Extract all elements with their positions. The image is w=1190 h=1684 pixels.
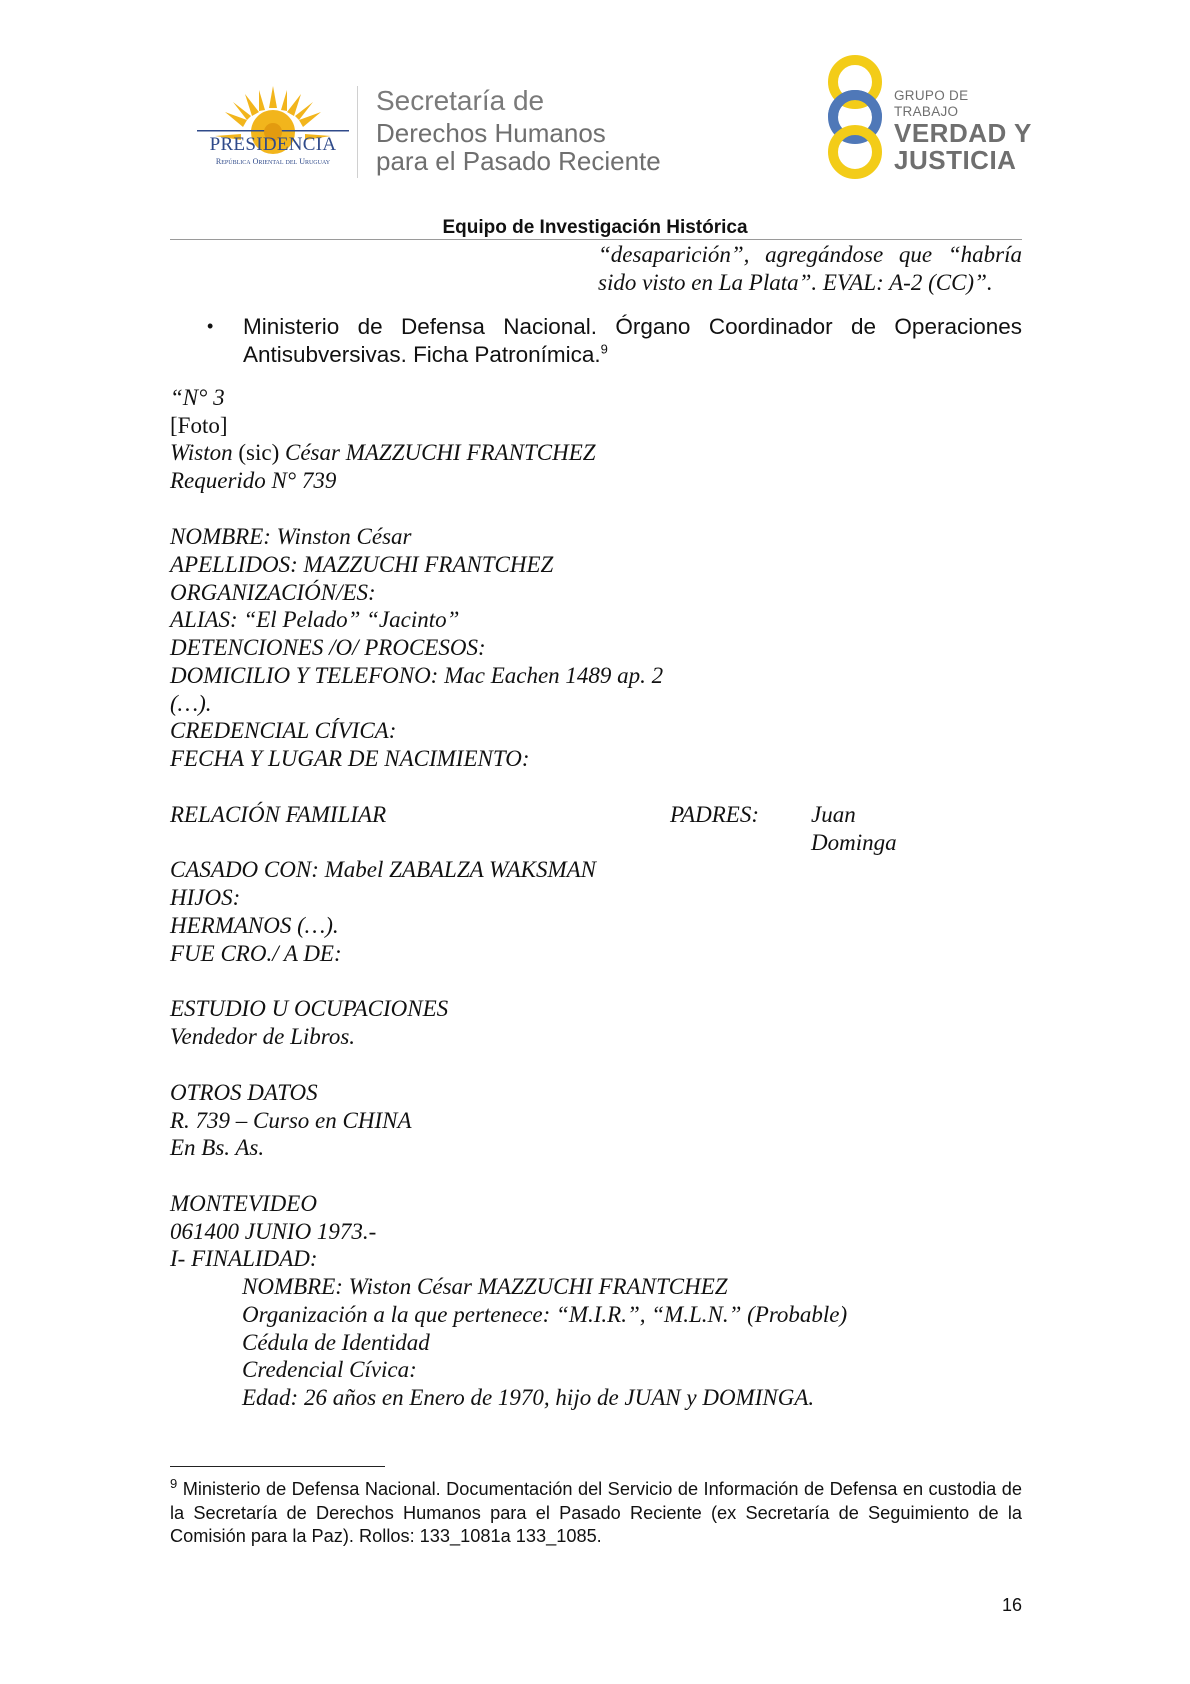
secretaria-logo-text (350, 86, 690, 181)
section-estudio: ESTUDIO U OCUPACIONES (170, 996, 449, 1021)
field-hermanos: HERMANOS (…). (170, 913, 339, 938)
presidencia-logo-text: PRESIDENCIA (209, 134, 337, 155)
field-apellidos: APELLIDOS: MAZZUCHI FRANTCHEZ (170, 552, 554, 577)
finalidad-organizacion: Organización a la que pertenece: “M.I.R.”, “M.L.N.” (Probable) (242, 1302, 848, 1327)
footnote-ref-9[interactable]: 9 (600, 341, 608, 357)
footnote-number: 9 (170, 1475, 178, 1491)
field-credencial: CREDENCIAL CÍVICA: (170, 718, 397, 743)
gtvj-line2: VERDAD Y (894, 118, 1032, 148)
section-otros-datos: OTROS DATOS (170, 1080, 318, 1105)
bullet-text (243, 313, 1022, 369)
bullet-marker: • (207, 316, 214, 336)
finalidad-credencial: Credencial Cívica: (242, 1357, 417, 1382)
section-finalidad: I- FINALIDAD: (170, 1246, 318, 1271)
presidencia-logo (193, 82, 353, 177)
sic-mark: (sic) (238, 440, 280, 465)
field-nacimiento: FECHA Y LUGAR DE NACIMIENTO: (170, 746, 530, 771)
header-rule (170, 239, 1022, 240)
estudio-value: Vendedor de Libros. (170, 1024, 356, 1049)
record-requerido: Requerido N° 739 (170, 468, 337, 493)
report-date: 061400 JUNIO 1973.- (170, 1219, 377, 1244)
presidencia-logo-subtext: República Oriental del Uruguay (215, 157, 331, 166)
secretaria-line3: para el Pasado Reciente (376, 146, 661, 176)
team-title: Equipo de Investigación Histórica (442, 217, 748, 238)
field-casado-con: CASADO CON: Mabel ZABALZA WAKSMAN (170, 857, 597, 882)
quote-line-2: sido visto en La Plata”. EVAL: A-2 (CC)”. (598, 270, 993, 295)
page-number: 16 (1002, 1595, 1023, 1615)
verdad-justicia-rings-icon (820, 54, 890, 180)
bullet-line-1: Ministerio de Defensa Nacional. Órgano Coordinador de Operaciones (243, 314, 1022, 339)
padres-label: PADRES: (670, 802, 760, 827)
field-nombre: NOMBRE: Winston César (170, 524, 412, 549)
secretaria-line1: Secretaría de (376, 85, 545, 116)
padre-name: Juan (811, 802, 856, 827)
secretaria-line2: Derechos Humanos (376, 118, 606, 148)
madre-name: Dominga (811, 830, 897, 855)
gtvj-line3: JUSTICIA (894, 145, 1017, 175)
field-hijos: HIJOS: (170, 885, 241, 910)
finalidad-nombre: NOMBRE: Wiston César MAZZUCHI FRANTCHEZ (242, 1274, 728, 1299)
finalidad-cedula: Cédula de Identidad (242, 1330, 430, 1355)
field-domicilio-cont: (…). (170, 691, 212, 716)
verdad-justicia-logo-text (894, 88, 1034, 174)
report-place: MONTEVIDEO (170, 1191, 317, 1216)
name-rest: César MAZZUCHI FRANTCHEZ (279, 440, 596, 465)
field-alias: ALIAS: “El Pelado” “Jacinto” (170, 607, 460, 632)
field-fue-cro: FUE CRO./ A DE: (170, 941, 342, 966)
quote-line-1: “desaparición”, agregándose que “habría (598, 242, 1022, 267)
otros-datos-line2: En Bs. As. (170, 1135, 265, 1160)
field-detenciones: DETENCIONES /O/ PROCESOS: (170, 635, 486, 660)
name-first: Wiston (170, 440, 239, 465)
record-full-name (170, 439, 596, 467)
finalidad-edad: Edad: 26 años en Enero de 1970, hijo de JUAN y DOMINGA. (242, 1385, 815, 1410)
photo-placeholder: [Foto] (170, 413, 228, 438)
gtvj-line1: GRUPO DE TRABAJO (894, 88, 969, 119)
quote-continuation (598, 241, 1022, 297)
footnote-9 (170, 1475, 1022, 1549)
field-domicilio: DOMICILIO Y TELEFONO: Mac Eachen 1489 ap. 2 (170, 663, 664, 688)
record-number: “N° 3 (170, 385, 225, 410)
otros-datos-line1: R. 739 – Curso en CHINA (170, 1108, 412, 1133)
footnote-text: Ministerio de Defensa Nacional. Documentación del Servicio de Información de Defensa en custodia de la Secretaría de Derechos Humanos para el Pasado Reciente (ex Secretaría de Seguimiento de la Comisión para la Paz). Rollos: 133_1081a 133_1085. (170, 1479, 1022, 1546)
footnote-rule (170, 1466, 385, 1467)
field-relacion-familiar: RELACIÓN FAMILIAR (170, 802, 387, 827)
bullet-line-2: Antisubversivas. Ficha Patronímica. (243, 342, 601, 367)
field-organizacion: ORGANIZACIÓN/ES: (170, 580, 376, 605)
